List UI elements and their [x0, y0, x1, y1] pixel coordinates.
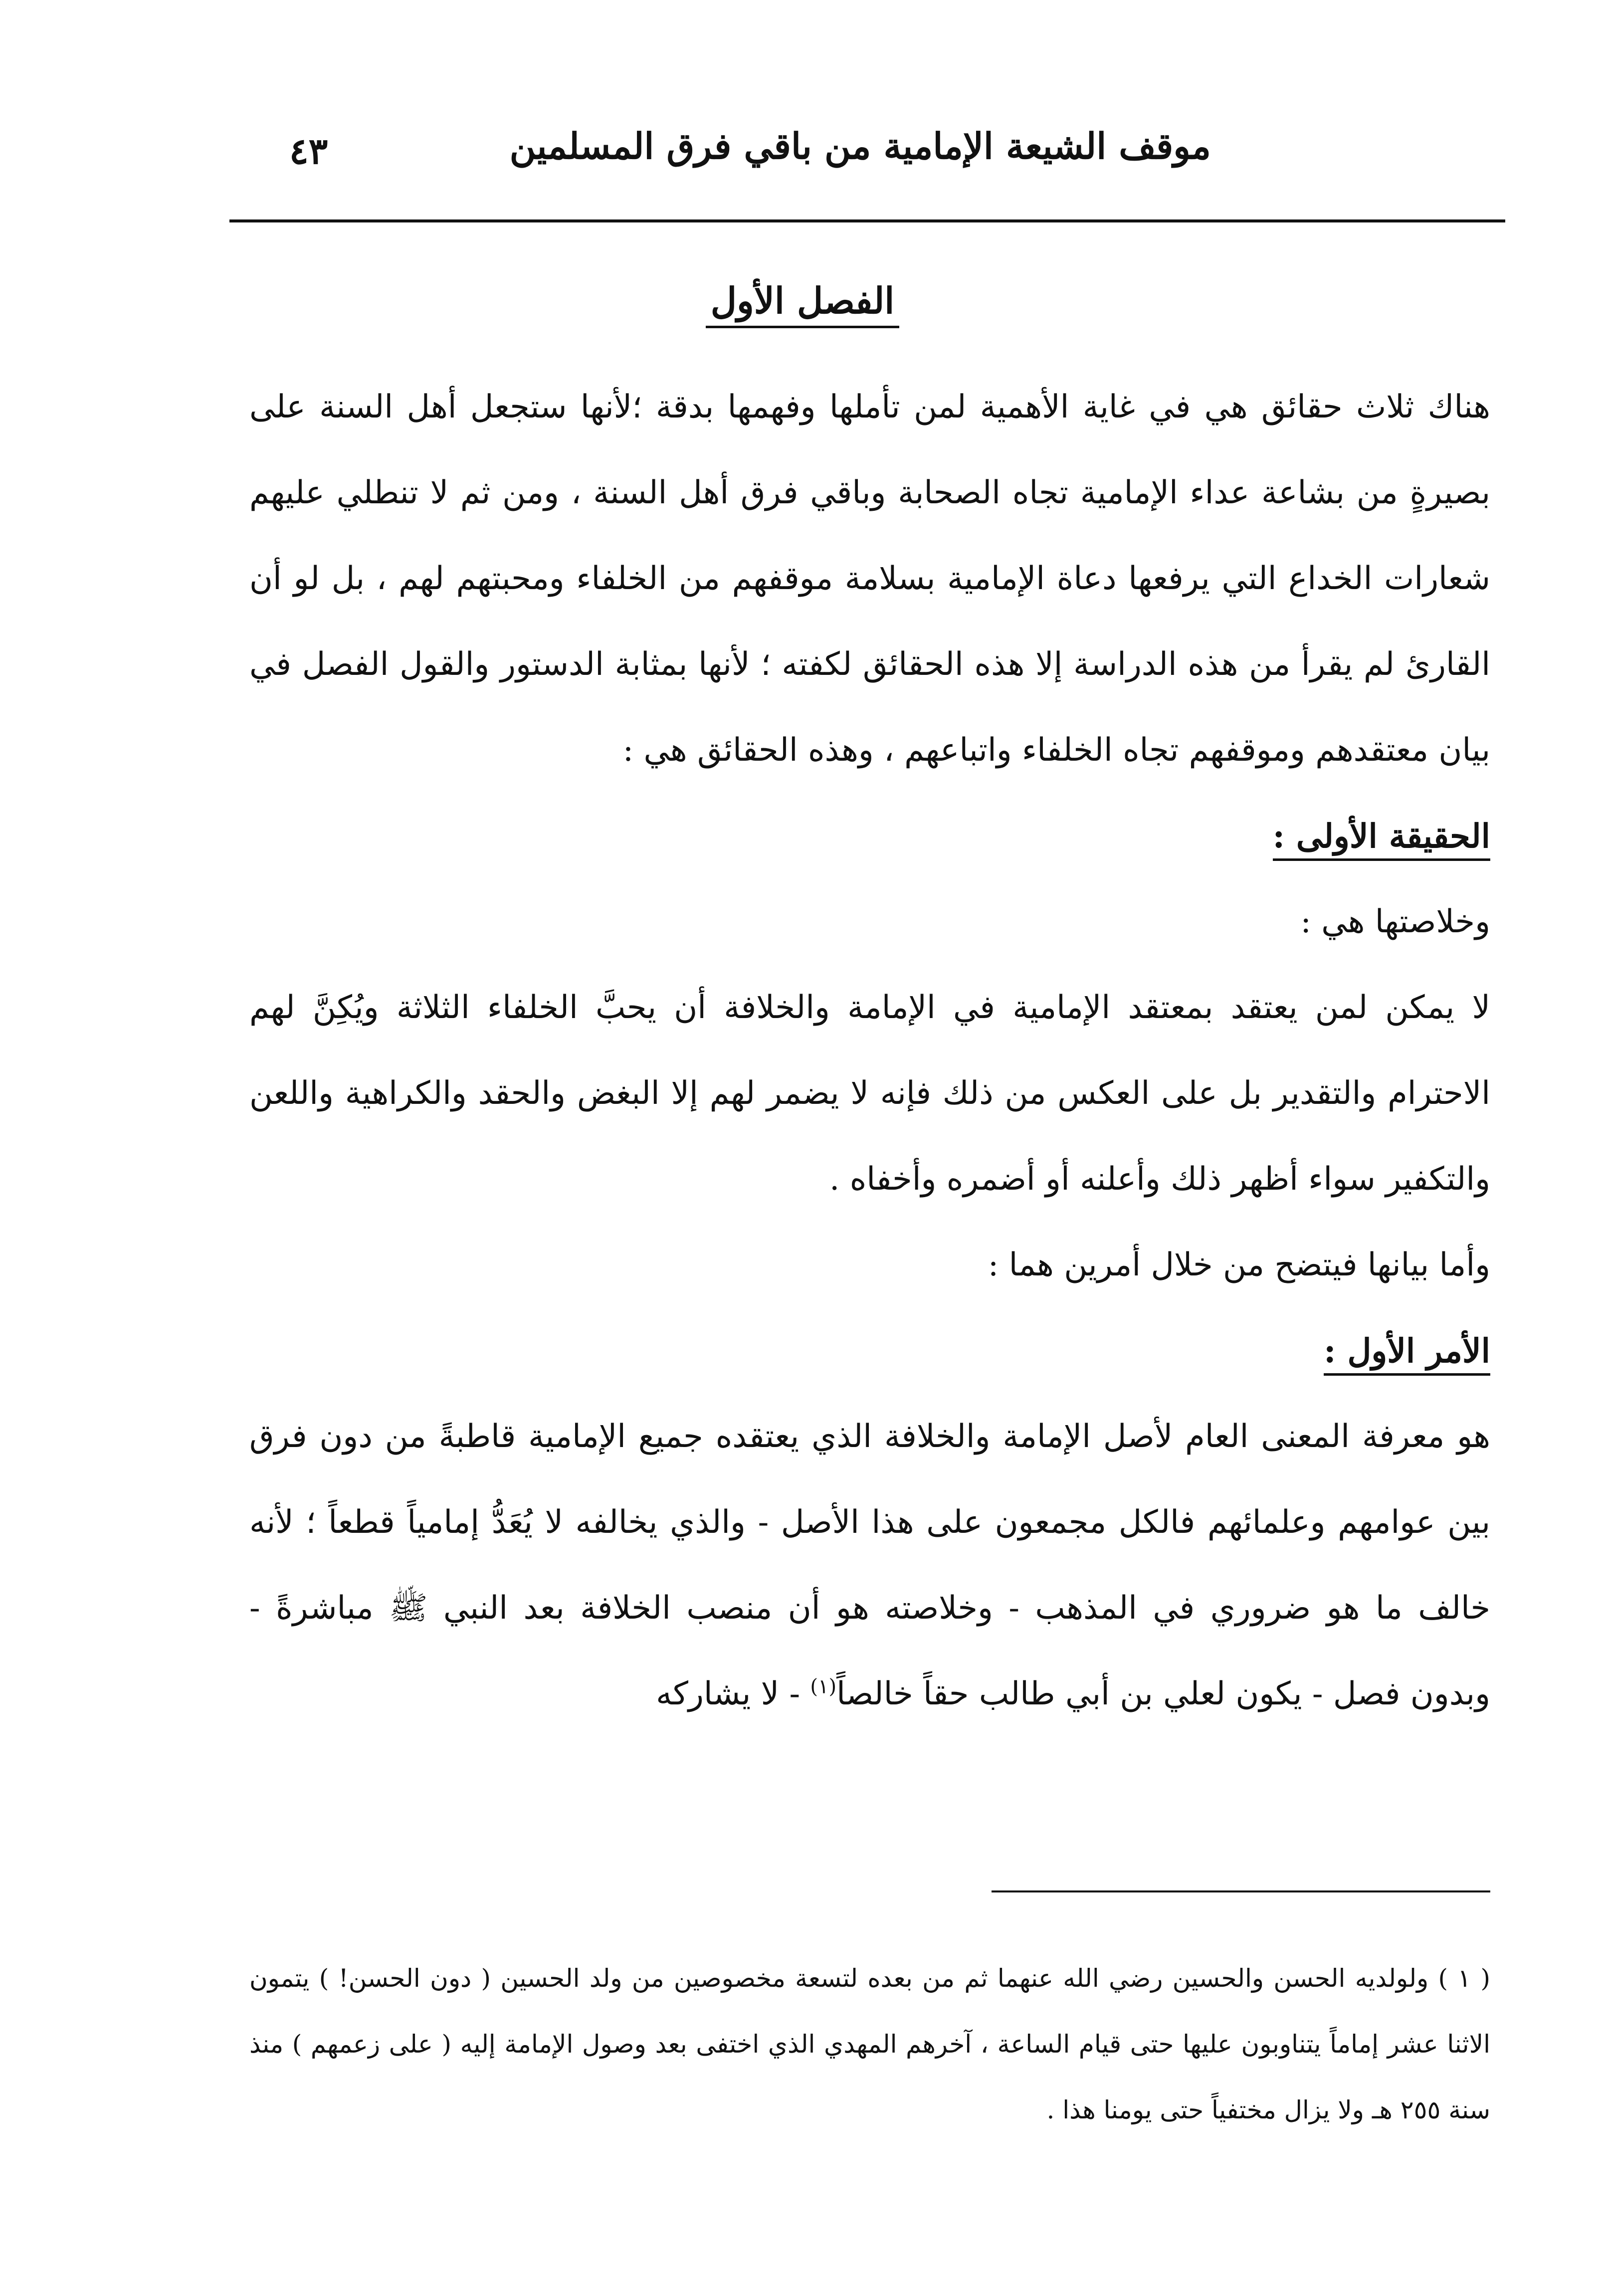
first-matter-heading-text: الأمر الأول :	[1324, 1331, 1490, 1376]
running-header-title: موقف الشيعة الإمامية من باقي فرق المسلمين	[509, 125, 1211, 167]
intro-paragraph: هناك ثلاث حقائق هي في غاية الأهمية لمن تأملها وفهمها بدقة ؛لأنها ستجعل أهل السنة على بصيرةٍ من بشاعة عداء الإمامية تجاه الصحابة وباقي فرق أهل السنة ، ومن ثم لا تنطلي عليهم شعارات الخداع التي يرفعها دعاة الإمامية بسلامة موقفهم من الخلفاء ومحبتهم لهم ، بل لو أن القارئ لم يقرأ من هذه الدراسة إلا هذه الحقائق لكفته ؛ لأنها بمثابة الدستور والقول الفصل في بيان معتقدهم وموقفهم تجاه الخلفاء واتباعهم ، وهذه الحقائق هي :	[249, 389, 1491, 769]
first-matter-heading	[249, 1308, 1490, 1394]
page-number: ٤٣	[289, 130, 328, 172]
footnote-divider	[992, 1890, 1490, 1892]
summary-paragraph: لا يمكن لمن يعتقد بمعتقد الإمامية في الإمامة والخلافة أن يحبَّ الخلفاء الثلاثة ويُكِنَّ لهم الاحترام والتقدير بل على العكس من ذلك فإنه لا يضمر لهم إلا البغض والحقد والكراهية واللعن والتكفير سواء أظهر ذلك وأعلنه أو أضمره وأخفاه .	[249, 989, 1490, 1198]
body-text	[249, 364, 1490, 1737]
running-header	[229, 125, 1505, 200]
chapter-title	[0, 279, 1605, 322]
footnote-text: ( ١ ) ولولديه الحسن والحسين رضي الله عنهما ثم من بعده لتسعة مخصوصين من ولد الحسين ( دون الحسن! ) يتمون الاثنا عشر إماماً يتناوبون عليها حتى قيام الساعة ، آخرهم المهدي الذي اختفى بعد وصول الإمامة إليه ( على زعمهم ) منذ سنة ٢٥٥ هـ ولا يزال مختفياً حتى يومنا هذا .	[249, 1964, 1491, 2124]
first-matter-text: هو معرفة المعنى العام لأصل الإمامة والخلافة الذي يعتقده جميع الإمامية قاطبةً من دون فرق بين عوامهم وعلمائهم فالكل مجمعون على هذا الأصل - والذي يخالفه لا يُعَدُّ إمامياً قطعاً ؛ لأنه خالف ما هو ضروري في المذهب - وخلاصته هو أن منصب الخلافة بعد النبي ﷺ مباشرةً - وبدون فصل - يكون لعلي بن أبي طالب حقاً خالصاً	[249, 1418, 1490, 1712]
first-truth-heading-text: الحقيقة الأولى :	[1273, 817, 1490, 861]
footnote-reference-marker[interactable]: (١)	[810, 1675, 837, 1698]
header-divider	[229, 219, 1505, 222]
summary-label: وخلاصتها هي :	[1300, 903, 1490, 940]
first-matter-paragraph	[249, 1394, 1490, 1737]
first-matter-tail: - لا يشاركه	[656, 1675, 801, 1712]
chapter-title-text: الفصل الأول	[706, 279, 900, 328]
first-truth-heading	[249, 793, 1490, 879]
explanation-intro: وأما بيانها فيتضح من خلال أمرين هما :	[988, 1247, 1490, 1283]
